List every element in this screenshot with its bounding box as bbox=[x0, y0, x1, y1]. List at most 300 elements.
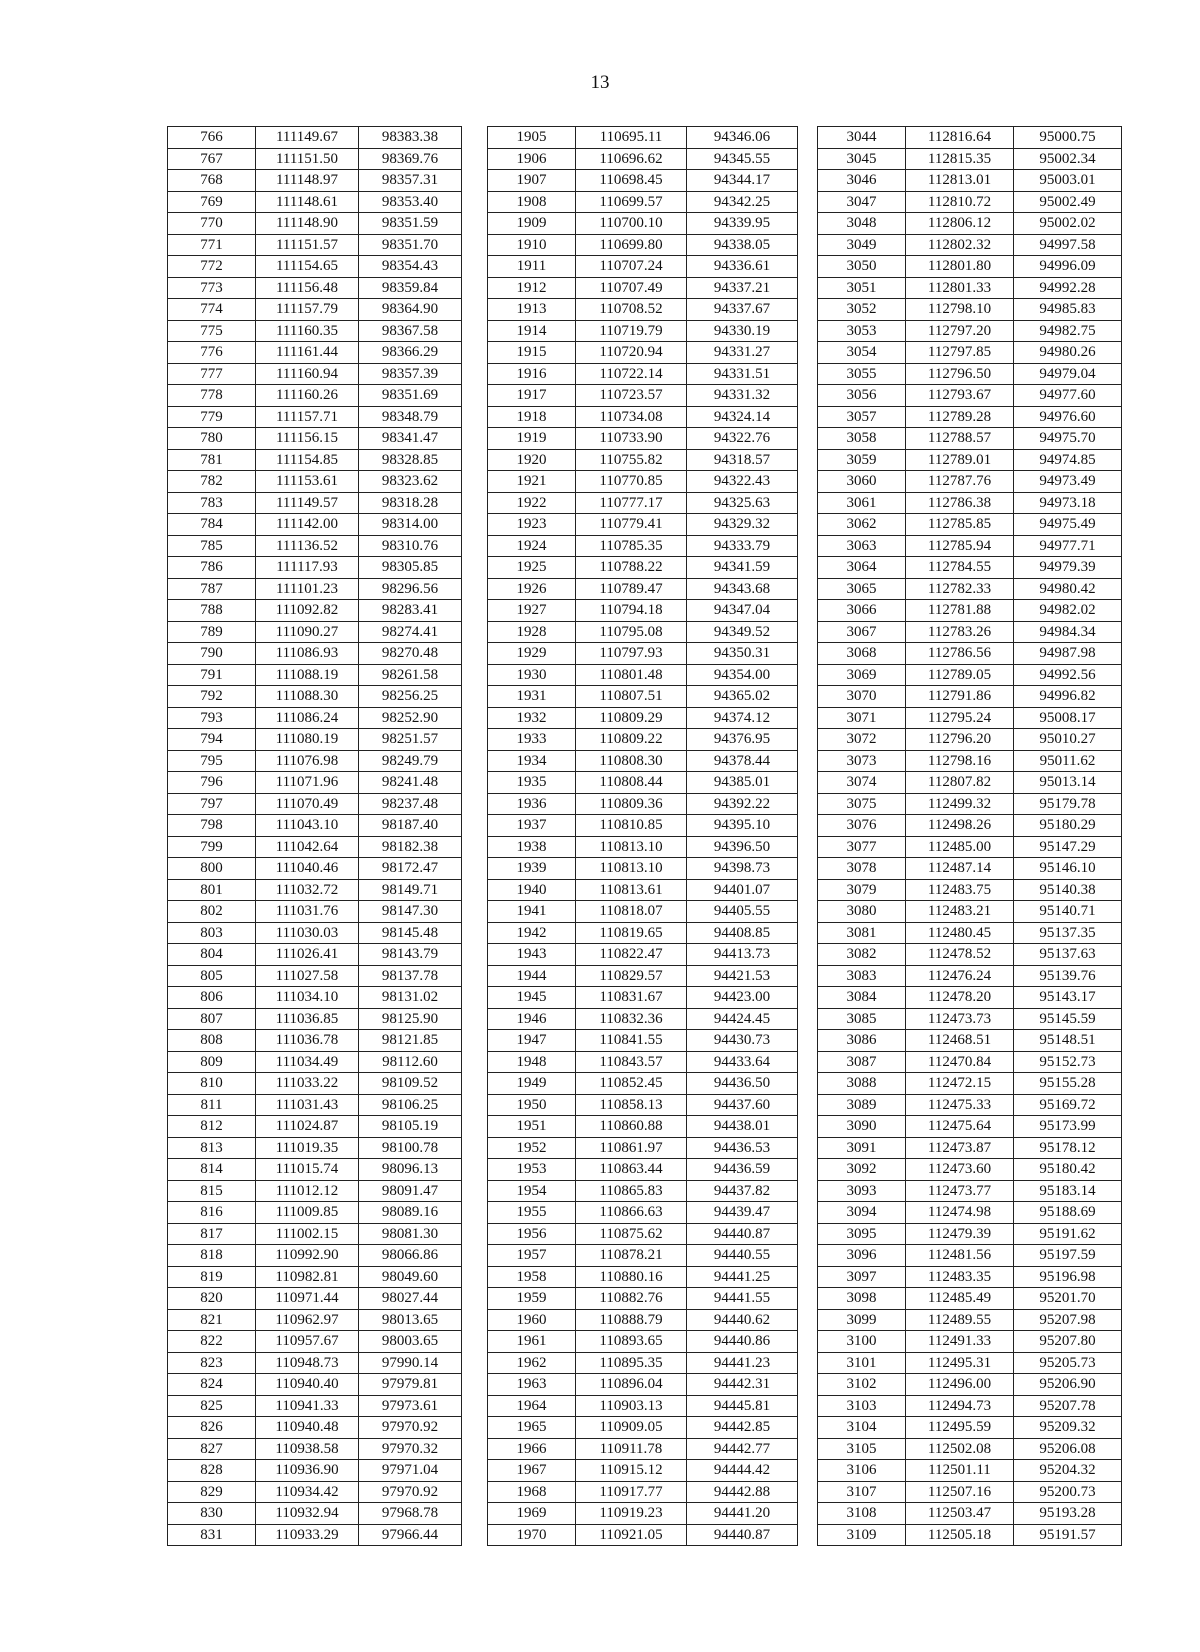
y-coordinate-cell: 94973.18 bbox=[1014, 492, 1122, 514]
table-row bbox=[488, 1352, 798, 1374]
table-row bbox=[168, 1245, 462, 1267]
y-coordinate-cell: 95204.32 bbox=[1014, 1460, 1122, 1482]
x-coordinate-cell: 111040.46 bbox=[256, 858, 359, 880]
point-number-cell: 783 bbox=[168, 492, 256, 514]
y-coordinate-cell: 94345.55 bbox=[687, 148, 798, 170]
point-number-cell: 806 bbox=[168, 987, 256, 1009]
point-number-cell: 1939 bbox=[488, 858, 576, 880]
table-row bbox=[168, 363, 462, 385]
table-row bbox=[168, 1073, 462, 1095]
table-row bbox=[818, 621, 1122, 643]
point-number-cell: 801 bbox=[168, 879, 256, 901]
y-coordinate-cell: 94341.59 bbox=[687, 557, 798, 579]
point-number-cell: 3059 bbox=[818, 449, 906, 471]
y-coordinate-cell: 94408.85 bbox=[687, 922, 798, 944]
point-number-cell: 1961 bbox=[488, 1331, 576, 1353]
point-number-cell: 773 bbox=[168, 277, 256, 299]
y-coordinate-cell: 94365.02 bbox=[687, 686, 798, 708]
table-row bbox=[168, 1159, 462, 1181]
x-coordinate-cell: 111088.30 bbox=[256, 686, 359, 708]
y-coordinate-cell: 94997.58 bbox=[1014, 234, 1122, 256]
y-coordinate-cell: 94349.52 bbox=[687, 621, 798, 643]
point-number-cell: 1932 bbox=[488, 707, 576, 729]
point-number-cell: 3092 bbox=[818, 1159, 906, 1181]
y-coordinate-cell: 94374.12 bbox=[687, 707, 798, 729]
table-row bbox=[488, 557, 798, 579]
point-number-cell: 797 bbox=[168, 793, 256, 815]
x-coordinate-cell: 112474.98 bbox=[906, 1202, 1014, 1224]
table-row bbox=[168, 901, 462, 923]
y-coordinate-cell: 95147.29 bbox=[1014, 836, 1122, 858]
point-number-cell: 1952 bbox=[488, 1137, 576, 1159]
table-row bbox=[818, 750, 1122, 772]
point-number-cell: 3100 bbox=[818, 1331, 906, 1353]
x-coordinate-cell: 112786.56 bbox=[906, 643, 1014, 665]
x-coordinate-cell: 112503.47 bbox=[906, 1503, 1014, 1525]
table-row bbox=[168, 815, 462, 837]
y-coordinate-cell: 94441.25 bbox=[687, 1266, 798, 1288]
x-coordinate-cell: 112796.50 bbox=[906, 363, 1014, 385]
x-coordinate-cell: 112801.33 bbox=[906, 277, 1014, 299]
point-number-cell: 812 bbox=[168, 1116, 256, 1138]
x-coordinate-cell: 111024.87 bbox=[256, 1116, 359, 1138]
point-number-cell: 3054 bbox=[818, 342, 906, 364]
point-number-cell: 829 bbox=[168, 1481, 256, 1503]
x-coordinate-cell: 110948.73 bbox=[256, 1352, 359, 1374]
table-row bbox=[818, 578, 1122, 600]
y-coordinate-cell: 95010.27 bbox=[1014, 729, 1122, 751]
table-row bbox=[818, 707, 1122, 729]
table-row bbox=[488, 363, 798, 385]
x-coordinate-cell: 111031.76 bbox=[256, 901, 359, 923]
y-coordinate-cell: 97990.14 bbox=[359, 1352, 462, 1374]
x-coordinate-cell: 110809.36 bbox=[576, 793, 687, 815]
table-row bbox=[168, 1288, 462, 1310]
point-number-cell: 821 bbox=[168, 1309, 256, 1331]
y-coordinate-cell: 98049.60 bbox=[359, 1266, 462, 1288]
page-number: 13 bbox=[590, 72, 610, 93]
table-row bbox=[168, 1266, 462, 1288]
table-row bbox=[818, 815, 1122, 837]
y-coordinate-cell: 94982.02 bbox=[1014, 600, 1122, 622]
table-row bbox=[168, 1223, 462, 1245]
y-coordinate-cell: 94977.60 bbox=[1014, 385, 1122, 407]
coordinate-table-3 bbox=[817, 126, 1122, 1546]
point-number-cell: 3052 bbox=[818, 299, 906, 321]
y-coordinate-cell: 97966.44 bbox=[359, 1524, 462, 1546]
y-coordinate-cell: 94346.06 bbox=[687, 127, 798, 149]
y-coordinate-cell: 94984.34 bbox=[1014, 621, 1122, 643]
y-coordinate-cell: 94436.59 bbox=[687, 1159, 798, 1181]
x-coordinate-cell: 110940.40 bbox=[256, 1374, 359, 1396]
x-coordinate-cell: 111009.85 bbox=[256, 1202, 359, 1224]
table-row bbox=[488, 256, 798, 278]
y-coordinate-cell: 98366.29 bbox=[359, 342, 462, 364]
table-row bbox=[168, 600, 462, 622]
table-row bbox=[488, 1008, 798, 1030]
point-number-cell: 3098 bbox=[818, 1288, 906, 1310]
table-row bbox=[488, 686, 798, 708]
point-number-cell: 772 bbox=[168, 256, 256, 278]
y-coordinate-cell: 94975.70 bbox=[1014, 428, 1122, 450]
table-row bbox=[168, 342, 462, 364]
table-row bbox=[818, 922, 1122, 944]
point-number-cell: 1931 bbox=[488, 686, 576, 708]
table-row bbox=[488, 1481, 798, 1503]
point-number-cell: 789 bbox=[168, 621, 256, 643]
x-coordinate-cell: 112483.35 bbox=[906, 1266, 1014, 1288]
y-coordinate-cell: 94992.28 bbox=[1014, 277, 1122, 299]
y-coordinate-cell: 94395.10 bbox=[687, 815, 798, 837]
point-number-cell: 796 bbox=[168, 772, 256, 794]
y-coordinate-cell: 94439.47 bbox=[687, 1202, 798, 1224]
point-number-cell: 820 bbox=[168, 1288, 256, 1310]
y-coordinate-cell: 98314.00 bbox=[359, 514, 462, 536]
x-coordinate-cell: 110852.45 bbox=[576, 1073, 687, 1095]
table-row bbox=[488, 299, 798, 321]
y-coordinate-cell: 95205.73 bbox=[1014, 1352, 1122, 1374]
table-row bbox=[488, 1438, 798, 1460]
table-row bbox=[488, 1417, 798, 1439]
x-coordinate-cell: 111142.00 bbox=[256, 514, 359, 536]
table-row bbox=[818, 342, 1122, 364]
table-row bbox=[818, 987, 1122, 1009]
point-number-cell: 3102 bbox=[818, 1374, 906, 1396]
y-coordinate-cell: 94350.31 bbox=[687, 643, 798, 665]
table-row bbox=[818, 1460, 1122, 1482]
table-row bbox=[488, 1460, 798, 1482]
x-coordinate-cell: 110785.35 bbox=[576, 535, 687, 557]
x-coordinate-cell: 112505.18 bbox=[906, 1524, 1014, 1546]
y-coordinate-cell: 98367.58 bbox=[359, 320, 462, 342]
table-row bbox=[818, 729, 1122, 751]
point-number-cell: 1965 bbox=[488, 1417, 576, 1439]
y-coordinate-cell: 98364.90 bbox=[359, 299, 462, 321]
y-coordinate-cell: 94982.75 bbox=[1014, 320, 1122, 342]
x-coordinate-cell: 110962.97 bbox=[256, 1309, 359, 1331]
point-number-cell: 1962 bbox=[488, 1352, 576, 1374]
point-number-cell: 3076 bbox=[818, 815, 906, 837]
table-row bbox=[818, 686, 1122, 708]
point-number-cell: 1927 bbox=[488, 600, 576, 622]
table-row bbox=[488, 234, 798, 256]
table-row bbox=[168, 557, 462, 579]
table-row bbox=[488, 901, 798, 923]
point-number-cell: 766 bbox=[168, 127, 256, 149]
y-coordinate-cell: 98359.84 bbox=[359, 277, 462, 299]
y-coordinate-cell: 94433.64 bbox=[687, 1051, 798, 1073]
x-coordinate-cell: 111080.19 bbox=[256, 729, 359, 751]
point-number-cell: 1936 bbox=[488, 793, 576, 815]
x-coordinate-cell: 112499.32 bbox=[906, 793, 1014, 815]
point-number-cell: 774 bbox=[168, 299, 256, 321]
y-coordinate-cell: 98249.79 bbox=[359, 750, 462, 772]
point-number-cell: 1951 bbox=[488, 1116, 576, 1138]
table-row bbox=[168, 535, 462, 557]
x-coordinate-cell: 111157.79 bbox=[256, 299, 359, 321]
point-number-cell: 1964 bbox=[488, 1395, 576, 1417]
y-coordinate-cell: 95003.01 bbox=[1014, 170, 1122, 192]
y-coordinate-cell: 94973.49 bbox=[1014, 471, 1122, 493]
table-row bbox=[488, 1116, 798, 1138]
y-coordinate-cell: 94347.04 bbox=[687, 600, 798, 622]
y-coordinate-cell: 94337.21 bbox=[687, 277, 798, 299]
table-row bbox=[168, 793, 462, 815]
x-coordinate-cell: 111157.71 bbox=[256, 406, 359, 428]
x-coordinate-cell: 112795.24 bbox=[906, 707, 1014, 729]
x-coordinate-cell: 110707.24 bbox=[576, 256, 687, 278]
point-number-cell: 1942 bbox=[488, 922, 576, 944]
y-coordinate-cell: 95207.80 bbox=[1014, 1331, 1122, 1353]
point-number-cell: 3086 bbox=[818, 1030, 906, 1052]
y-coordinate-cell: 95143.17 bbox=[1014, 987, 1122, 1009]
table-row bbox=[488, 922, 798, 944]
y-coordinate-cell: 95146.10 bbox=[1014, 858, 1122, 880]
table-row bbox=[818, 772, 1122, 794]
x-coordinate-cell: 112815.35 bbox=[906, 148, 1014, 170]
y-coordinate-cell: 94413.73 bbox=[687, 944, 798, 966]
x-coordinate-cell: 110866.63 bbox=[576, 1202, 687, 1224]
x-coordinate-cell: 110858.13 bbox=[576, 1094, 687, 1116]
point-number-cell: 3070 bbox=[818, 686, 906, 708]
table-row bbox=[488, 707, 798, 729]
table-row bbox=[818, 535, 1122, 557]
y-coordinate-cell: 94392.22 bbox=[687, 793, 798, 815]
point-number-cell: 826 bbox=[168, 1417, 256, 1439]
y-coordinate-cell: 95139.76 bbox=[1014, 965, 1122, 987]
y-coordinate-cell: 98091.47 bbox=[359, 1180, 462, 1202]
y-coordinate-cell: 95180.42 bbox=[1014, 1159, 1122, 1181]
table-row bbox=[488, 449, 798, 471]
x-coordinate-cell: 110861.97 bbox=[576, 1137, 687, 1159]
point-number-cell: 3046 bbox=[818, 170, 906, 192]
y-coordinate-cell: 95013.14 bbox=[1014, 772, 1122, 794]
x-coordinate-cell: 112485.00 bbox=[906, 836, 1014, 858]
y-coordinate-cell: 95206.90 bbox=[1014, 1374, 1122, 1396]
point-number-cell: 3096 bbox=[818, 1245, 906, 1267]
y-coordinate-cell: 95207.98 bbox=[1014, 1309, 1122, 1331]
y-coordinate-cell: 98252.90 bbox=[359, 707, 462, 729]
table-row bbox=[168, 406, 462, 428]
table-row bbox=[818, 664, 1122, 686]
x-coordinate-cell: 110810.85 bbox=[576, 815, 687, 837]
x-coordinate-cell: 111148.97 bbox=[256, 170, 359, 192]
y-coordinate-cell: 94331.27 bbox=[687, 342, 798, 364]
point-number-cell: 811 bbox=[168, 1094, 256, 1116]
table-row bbox=[168, 1094, 462, 1116]
y-coordinate-cell: 95201.70 bbox=[1014, 1288, 1122, 1310]
y-coordinate-cell: 94445.81 bbox=[687, 1395, 798, 1417]
point-number-cell: 3056 bbox=[818, 385, 906, 407]
point-number-cell: 800 bbox=[168, 858, 256, 880]
point-number-cell: 3089 bbox=[818, 1094, 906, 1116]
y-coordinate-cell: 94342.25 bbox=[687, 191, 798, 213]
point-number-cell: 3103 bbox=[818, 1395, 906, 1417]
x-coordinate-cell: 111036.85 bbox=[256, 1008, 359, 1030]
y-coordinate-cell: 95191.57 bbox=[1014, 1524, 1122, 1546]
table-row bbox=[488, 1137, 798, 1159]
table-row bbox=[488, 879, 798, 901]
table-row bbox=[168, 1352, 462, 1374]
point-number-cell: 1916 bbox=[488, 363, 576, 385]
table-row bbox=[168, 449, 462, 471]
y-coordinate-cell: 98261.58 bbox=[359, 664, 462, 686]
y-coordinate-cell: 98112.60 bbox=[359, 1051, 462, 1073]
point-number-cell: 809 bbox=[168, 1051, 256, 1073]
x-coordinate-cell: 110700.10 bbox=[576, 213, 687, 235]
x-coordinate-cell: 110832.36 bbox=[576, 1008, 687, 1030]
table-row bbox=[818, 1395, 1122, 1417]
x-coordinate-cell: 111160.94 bbox=[256, 363, 359, 385]
point-number-cell: 1924 bbox=[488, 535, 576, 557]
y-coordinate-cell: 98172.47 bbox=[359, 858, 462, 880]
table-row bbox=[488, 793, 798, 815]
table-row bbox=[488, 1288, 798, 1310]
table-row bbox=[818, 1352, 1122, 1374]
y-coordinate-cell: 94401.07 bbox=[687, 879, 798, 901]
point-number-cell: 3097 bbox=[818, 1266, 906, 1288]
x-coordinate-cell: 110875.62 bbox=[576, 1223, 687, 1245]
y-coordinate-cell: 95178.12 bbox=[1014, 1137, 1122, 1159]
point-number-cell: 1958 bbox=[488, 1266, 576, 1288]
point-number-cell: 1947 bbox=[488, 1030, 576, 1052]
y-coordinate-cell: 98241.48 bbox=[359, 772, 462, 794]
y-coordinate-cell: 95179.78 bbox=[1014, 793, 1122, 815]
x-coordinate-cell: 110696.62 bbox=[576, 148, 687, 170]
table-row bbox=[818, 1481, 1122, 1503]
point-number-cell: 3067 bbox=[818, 621, 906, 643]
point-number-cell: 822 bbox=[168, 1331, 256, 1353]
y-coordinate-cell: 98187.40 bbox=[359, 815, 462, 837]
y-coordinate-cell: 94385.01 bbox=[687, 772, 798, 794]
x-coordinate-cell: 112473.77 bbox=[906, 1180, 1014, 1202]
table-row bbox=[168, 148, 462, 170]
y-coordinate-cell: 94437.60 bbox=[687, 1094, 798, 1116]
x-coordinate-cell: 110888.79 bbox=[576, 1309, 687, 1331]
point-number-cell: 1911 bbox=[488, 256, 576, 278]
point-number-cell: 775 bbox=[168, 320, 256, 342]
point-number-cell: 3053 bbox=[818, 320, 906, 342]
point-number-cell: 3084 bbox=[818, 987, 906, 1009]
x-coordinate-cell: 112787.76 bbox=[906, 471, 1014, 493]
point-number-cell: 3087 bbox=[818, 1051, 906, 1073]
table-row bbox=[818, 1524, 1122, 1546]
table-row bbox=[818, 1116, 1122, 1138]
y-coordinate-cell: 94337.67 bbox=[687, 299, 798, 321]
x-coordinate-cell: 112806.12 bbox=[906, 213, 1014, 235]
x-coordinate-cell: 110788.22 bbox=[576, 557, 687, 579]
x-coordinate-cell: 111026.41 bbox=[256, 944, 359, 966]
table-row bbox=[168, 1460, 462, 1482]
y-coordinate-cell: 94436.53 bbox=[687, 1137, 798, 1159]
point-number-cell: 3051 bbox=[818, 277, 906, 299]
point-number-cell: 802 bbox=[168, 901, 256, 923]
point-number-cell: 768 bbox=[168, 170, 256, 192]
point-number-cell: 1929 bbox=[488, 643, 576, 665]
point-number-cell: 1953 bbox=[488, 1159, 576, 1181]
y-coordinate-cell: 98003.65 bbox=[359, 1331, 462, 1353]
y-coordinate-cell: 98357.39 bbox=[359, 363, 462, 385]
x-coordinate-cell: 110933.29 bbox=[256, 1524, 359, 1546]
x-coordinate-cell: 112788.57 bbox=[906, 428, 1014, 450]
y-coordinate-cell: 94980.42 bbox=[1014, 578, 1122, 600]
point-number-cell: 815 bbox=[168, 1180, 256, 1202]
table-row bbox=[818, 1438, 1122, 1460]
x-coordinate-cell: 112791.86 bbox=[906, 686, 1014, 708]
x-coordinate-cell: 110794.18 bbox=[576, 600, 687, 622]
table-row bbox=[818, 1374, 1122, 1396]
y-coordinate-cell: 97979.81 bbox=[359, 1374, 462, 1396]
point-number-cell: 778 bbox=[168, 385, 256, 407]
point-number-cell: 1909 bbox=[488, 213, 576, 235]
x-coordinate-cell: 112472.15 bbox=[906, 1073, 1014, 1095]
point-number-cell: 3109 bbox=[818, 1524, 906, 1546]
x-coordinate-cell: 112487.14 bbox=[906, 858, 1014, 880]
point-number-cell: 1928 bbox=[488, 621, 576, 643]
table-row bbox=[488, 471, 798, 493]
table-row bbox=[168, 707, 462, 729]
x-coordinate-cell: 110808.44 bbox=[576, 772, 687, 794]
point-number-cell: 3080 bbox=[818, 901, 906, 923]
y-coordinate-cell: 98328.85 bbox=[359, 449, 462, 471]
point-number-cell: 805 bbox=[168, 965, 256, 987]
point-number-cell: 3083 bbox=[818, 965, 906, 987]
y-coordinate-cell: 98310.76 bbox=[359, 535, 462, 557]
x-coordinate-cell: 111151.50 bbox=[256, 148, 359, 170]
x-coordinate-cell: 111032.72 bbox=[256, 879, 359, 901]
y-coordinate-cell: 94977.71 bbox=[1014, 535, 1122, 557]
x-coordinate-cell: 112479.39 bbox=[906, 1223, 1014, 1245]
point-number-cell: 824 bbox=[168, 1374, 256, 1396]
x-coordinate-cell: 110932.94 bbox=[256, 1503, 359, 1525]
point-number-cell: 786 bbox=[168, 557, 256, 579]
x-coordinate-cell: 111156.48 bbox=[256, 277, 359, 299]
y-coordinate-cell: 98383.38 bbox=[359, 127, 462, 149]
table-row bbox=[488, 277, 798, 299]
table-row bbox=[168, 879, 462, 901]
y-coordinate-cell: 94331.32 bbox=[687, 385, 798, 407]
y-coordinate-cell: 94441.55 bbox=[687, 1288, 798, 1310]
point-number-cell: 1940 bbox=[488, 879, 576, 901]
point-number-cell: 810 bbox=[168, 1073, 256, 1095]
point-number-cell: 1943 bbox=[488, 944, 576, 966]
x-coordinate-cell: 110813.61 bbox=[576, 879, 687, 901]
x-coordinate-cell: 111027.58 bbox=[256, 965, 359, 987]
table-row bbox=[488, 1180, 798, 1202]
y-coordinate-cell: 95148.51 bbox=[1014, 1030, 1122, 1052]
x-coordinate-cell: 110777.17 bbox=[576, 492, 687, 514]
table-row bbox=[488, 213, 798, 235]
table-row bbox=[168, 621, 462, 643]
x-coordinate-cell: 110957.67 bbox=[256, 1331, 359, 1353]
table-row bbox=[818, 363, 1122, 385]
x-coordinate-cell: 111153.61 bbox=[256, 471, 359, 493]
point-number-cell: 807 bbox=[168, 1008, 256, 1030]
x-coordinate-cell: 112798.16 bbox=[906, 750, 1014, 772]
table-row bbox=[818, 148, 1122, 170]
y-coordinate-cell: 94441.20 bbox=[687, 1503, 798, 1525]
table-row bbox=[818, 428, 1122, 450]
y-coordinate-cell: 98105.19 bbox=[359, 1116, 462, 1138]
x-coordinate-cell: 110813.10 bbox=[576, 858, 687, 880]
x-coordinate-cell: 110733.90 bbox=[576, 428, 687, 450]
x-coordinate-cell: 111160.26 bbox=[256, 385, 359, 407]
x-coordinate-cell: 110801.48 bbox=[576, 664, 687, 686]
y-coordinate-cell: 98027.44 bbox=[359, 1288, 462, 1310]
x-coordinate-cell: 112498.26 bbox=[906, 815, 1014, 837]
table-row bbox=[168, 858, 462, 880]
table-row bbox=[818, 1180, 1122, 1202]
